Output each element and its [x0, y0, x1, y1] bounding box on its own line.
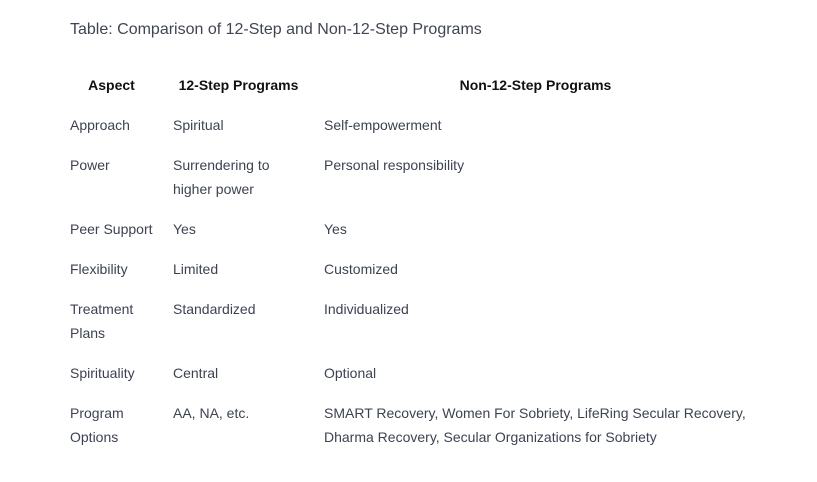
- header-12-step-programs: 12-Step Programs: [178, 77, 299, 93]
- cell-non-12-step: Yes: [324, 221, 347, 237]
- cell-non-12-step: SMART Recovery, Women For Sobriety, LifeRing Secular Recovery, Dharma Recovery, Secular Organizations for Sobriety: [324, 405, 746, 445]
- cell-non-12-step: Personal responsibility: [324, 157, 465, 173]
- table-row: [60, 145, 757, 209]
- cell-aspect: Power: [70, 157, 110, 173]
- cell-aspect: Spirituality: [70, 365, 135, 381]
- cell-12-step: Spiritual: [173, 117, 224, 133]
- cell-12-step: Yes: [173, 221, 196, 237]
- table-row: [60, 353, 757, 393]
- table-header-row: [60, 65, 757, 105]
- cell-12-step: Surrendering to higher power: [173, 157, 270, 197]
- cell-non-12-step: Customized: [324, 261, 398, 277]
- table-caption: Table: Comparison of 12-Step and Non-12-Step Programs: [70, 21, 482, 38]
- cell-non-12-step: Self-empowerment: [324, 117, 442, 133]
- table-row: [60, 105, 757, 145]
- header-aspect: Aspect: [88, 77, 135, 93]
- cell-aspect: Treatment Plans: [70, 301, 134, 341]
- cell-non-12-step: Individualized: [324, 301, 409, 317]
- cell-non-12-step: Optional: [324, 365, 377, 381]
- comparison-table: [60, 65, 757, 457]
- table-row: [60, 209, 757, 249]
- table-row: [60, 289, 757, 353]
- table-row: [60, 393, 757, 457]
- cell-aspect: Peer Support: [70, 221, 153, 237]
- cell-12-step: Central: [173, 365, 219, 381]
- table-row: [60, 249, 757, 289]
- cell-aspect: Program Options: [70, 405, 124, 445]
- header-non-12-step-programs: Non-12-Step Programs: [459, 77, 612, 93]
- cell-aspect: Approach: [70, 117, 130, 133]
- cell-aspect: Flexibility: [70, 261, 128, 277]
- cell-12-step: Standardized: [173, 301, 256, 317]
- cell-12-step: AA, NA, etc.: [173, 405, 250, 421]
- cell-12-step: Limited: [173, 261, 219, 277]
